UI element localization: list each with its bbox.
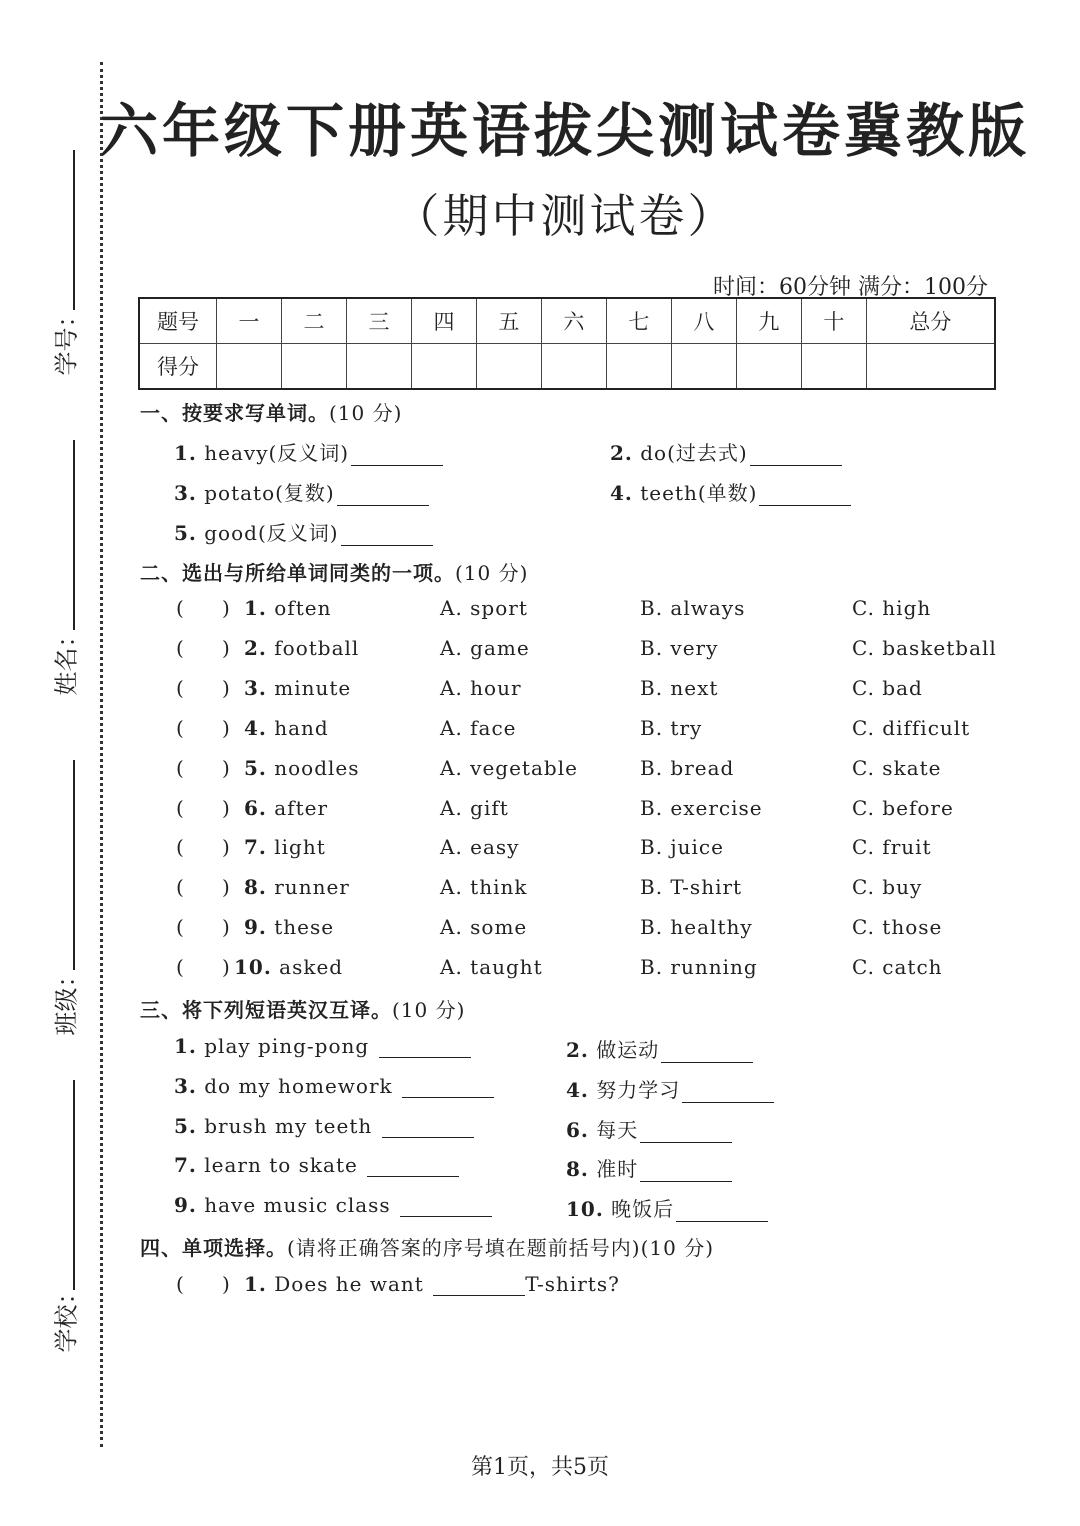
section3-item: 6. 每天	[566, 1114, 732, 1143]
section1-item: 2. do(过去式)	[610, 437, 842, 466]
answer-paren[interactable]: ( )	[176, 716, 230, 740]
section1-item: 4. teeth(单数)	[610, 477, 851, 506]
answer-paren[interactable]: ( )	[176, 756, 230, 780]
column-header: 一	[217, 298, 282, 344]
answer-blank[interactable]	[367, 1156, 459, 1177]
option-a: A. gift	[440, 796, 509, 820]
column-header: 五	[476, 298, 541, 344]
score-table	[138, 297, 996, 390]
section3-item: 1. play ping-pong	[174, 1034, 471, 1058]
option-c: C. buy	[852, 875, 923, 899]
section3-item: 8. 准时	[566, 1153, 732, 1182]
page-number: 第1页，共5页	[471, 1455, 609, 1480]
option-b: B. running	[640, 955, 758, 979]
answer-paren[interactable]: ( )	[176, 596, 230, 620]
section1-item: 5. good(反义词)	[174, 517, 433, 546]
score-row	[139, 344, 995, 390]
option-c: C. high	[852, 596, 932, 620]
school-line	[73, 1080, 75, 1290]
option-a: A. sport	[440, 596, 528, 620]
column-header: 二	[281, 298, 346, 344]
answer-paren[interactable]: ( )	[176, 955, 230, 979]
answer-blank[interactable]	[661, 1042, 753, 1063]
section3-heading: 三、将下列短语英汉互译。(10 分)	[140, 998, 466, 1022]
page-subtitle: （期中测试卷）	[393, 189, 737, 243]
option-b: B. always	[640, 596, 746, 620]
score-cell[interactable]	[281, 344, 346, 390]
option-c: C. fruit	[852, 835, 932, 859]
student-id-label: 学号：	[52, 303, 81, 376]
cut-line	[100, 62, 103, 1447]
score-cell[interactable]	[476, 344, 541, 390]
answer-blank[interactable]	[676, 1201, 768, 1222]
answer-blank[interactable]	[341, 525, 433, 546]
option-a: A. face	[440, 716, 517, 740]
answer-blank[interactable]	[382, 1117, 474, 1138]
score-cell[interactable]	[411, 344, 476, 390]
column-header: 六	[541, 298, 606, 344]
answer-blank[interactable]	[379, 1037, 471, 1058]
answer-blank[interactable]	[759, 485, 851, 506]
answer-blank[interactable]	[640, 1161, 732, 1182]
school-label: 学校：	[52, 1280, 81, 1353]
answer-paren[interactable]: ( )	[176, 875, 230, 899]
section1-item: 1. heavy(反义词)	[174, 437, 443, 466]
answer-paren[interactable]: ( )	[176, 1272, 230, 1296]
column-header: 七	[606, 298, 671, 344]
answer-blank[interactable]	[682, 1082, 774, 1103]
section3-item: 7. learn to skate	[174, 1153, 459, 1177]
section1-heading: 一、按要求写单词。(10 分)	[140, 401, 403, 425]
answer-blank[interactable]	[640, 1122, 732, 1143]
answer-blank[interactable]	[402, 1077, 494, 1098]
section3-item: 9. have music class	[174, 1193, 492, 1217]
answer-paren[interactable]: ( )	[176, 835, 230, 859]
section3-item: 3. do my homework	[174, 1074, 494, 1098]
name-label: 姓名：	[52, 623, 81, 696]
column-header: 总分	[866, 298, 995, 344]
score-cell[interactable]	[217, 344, 282, 390]
row-label: 得分	[139, 344, 217, 390]
name-line	[73, 440, 75, 630]
score-cell[interactable]	[541, 344, 606, 390]
option-c: C. before	[852, 796, 954, 820]
answer-blank[interactable]	[750, 445, 842, 466]
option-a: A. taught	[440, 955, 543, 979]
option-a: A. some	[440, 915, 528, 939]
option-c: C. skate	[852, 756, 942, 780]
column-header: 八	[671, 298, 736, 344]
answer-paren[interactable]: ( )	[176, 796, 230, 820]
class-line	[73, 760, 75, 970]
answer-blank[interactable]	[400, 1196, 492, 1217]
answer-blank[interactable]	[351, 445, 443, 466]
answer-blank[interactable]	[337, 485, 429, 506]
section1-item: 3. potato(复数)	[174, 477, 429, 506]
score-cell[interactable]	[346, 344, 411, 390]
option-b: B. very	[640, 636, 719, 660]
section3-item: 5. brush my teeth	[174, 1114, 474, 1138]
option-c: C. basketball	[852, 636, 997, 660]
section3-item: 10. 晚饭后	[566, 1193, 768, 1222]
section4-heading: 四、单项选择。(请将正确答案的序号填在题前括号内)(10 分)	[140, 1236, 715, 1260]
score-cell[interactable]	[736, 344, 801, 390]
option-c: C. those	[852, 915, 943, 939]
section3-item: 2. 做运动	[566, 1034, 753, 1063]
answer-paren[interactable]: ( )	[176, 915, 230, 939]
score-cell[interactable]	[801, 344, 866, 390]
option-b: B. next	[640, 676, 719, 700]
question-number-row	[139, 298, 995, 344]
option-b: B. healthy	[640, 915, 753, 939]
column-header: 四	[411, 298, 476, 344]
score-cell[interactable]	[671, 344, 736, 390]
section3-item: 4. 努力学习	[566, 1074, 774, 1103]
option-c: C. difficult	[852, 716, 971, 740]
exam-meta: 时间：60分钟 满分：100分	[713, 275, 988, 300]
column-header: 九	[736, 298, 801, 344]
class-label: 班级：	[52, 963, 81, 1036]
option-b: B. try	[640, 716, 703, 740]
answer-blank[interactable]	[433, 1275, 525, 1296]
option-b: B. exercise	[640, 796, 763, 820]
option-a: A. vegetable	[440, 756, 578, 780]
answer-paren[interactable]: ( )	[176, 636, 230, 660]
score-cell[interactable]	[866, 344, 995, 390]
option-c: C. bad	[852, 676, 923, 700]
option-a: A. game	[440, 636, 530, 660]
row-label: 题号	[139, 298, 217, 344]
page-title: 六年级下册英语拔尖测试卷冀教版	[99, 97, 1030, 165]
column-header: 十	[801, 298, 866, 344]
option-b: B. juice	[640, 835, 724, 859]
option-a: A. easy	[440, 835, 520, 859]
option-b: B. bread	[640, 756, 735, 780]
column-header: 三	[346, 298, 411, 344]
option-a: A. think	[440, 875, 528, 899]
option-c: C. catch	[852, 955, 943, 979]
answer-paren[interactable]: ( )	[176, 676, 230, 700]
section2-heading: 二、选出与所给单词同类的一项。(10 分)	[140, 561, 529, 585]
option-a: A. hour	[440, 676, 522, 700]
option-b: B. T-shirt	[640, 875, 743, 899]
score-cell[interactable]	[606, 344, 671, 390]
